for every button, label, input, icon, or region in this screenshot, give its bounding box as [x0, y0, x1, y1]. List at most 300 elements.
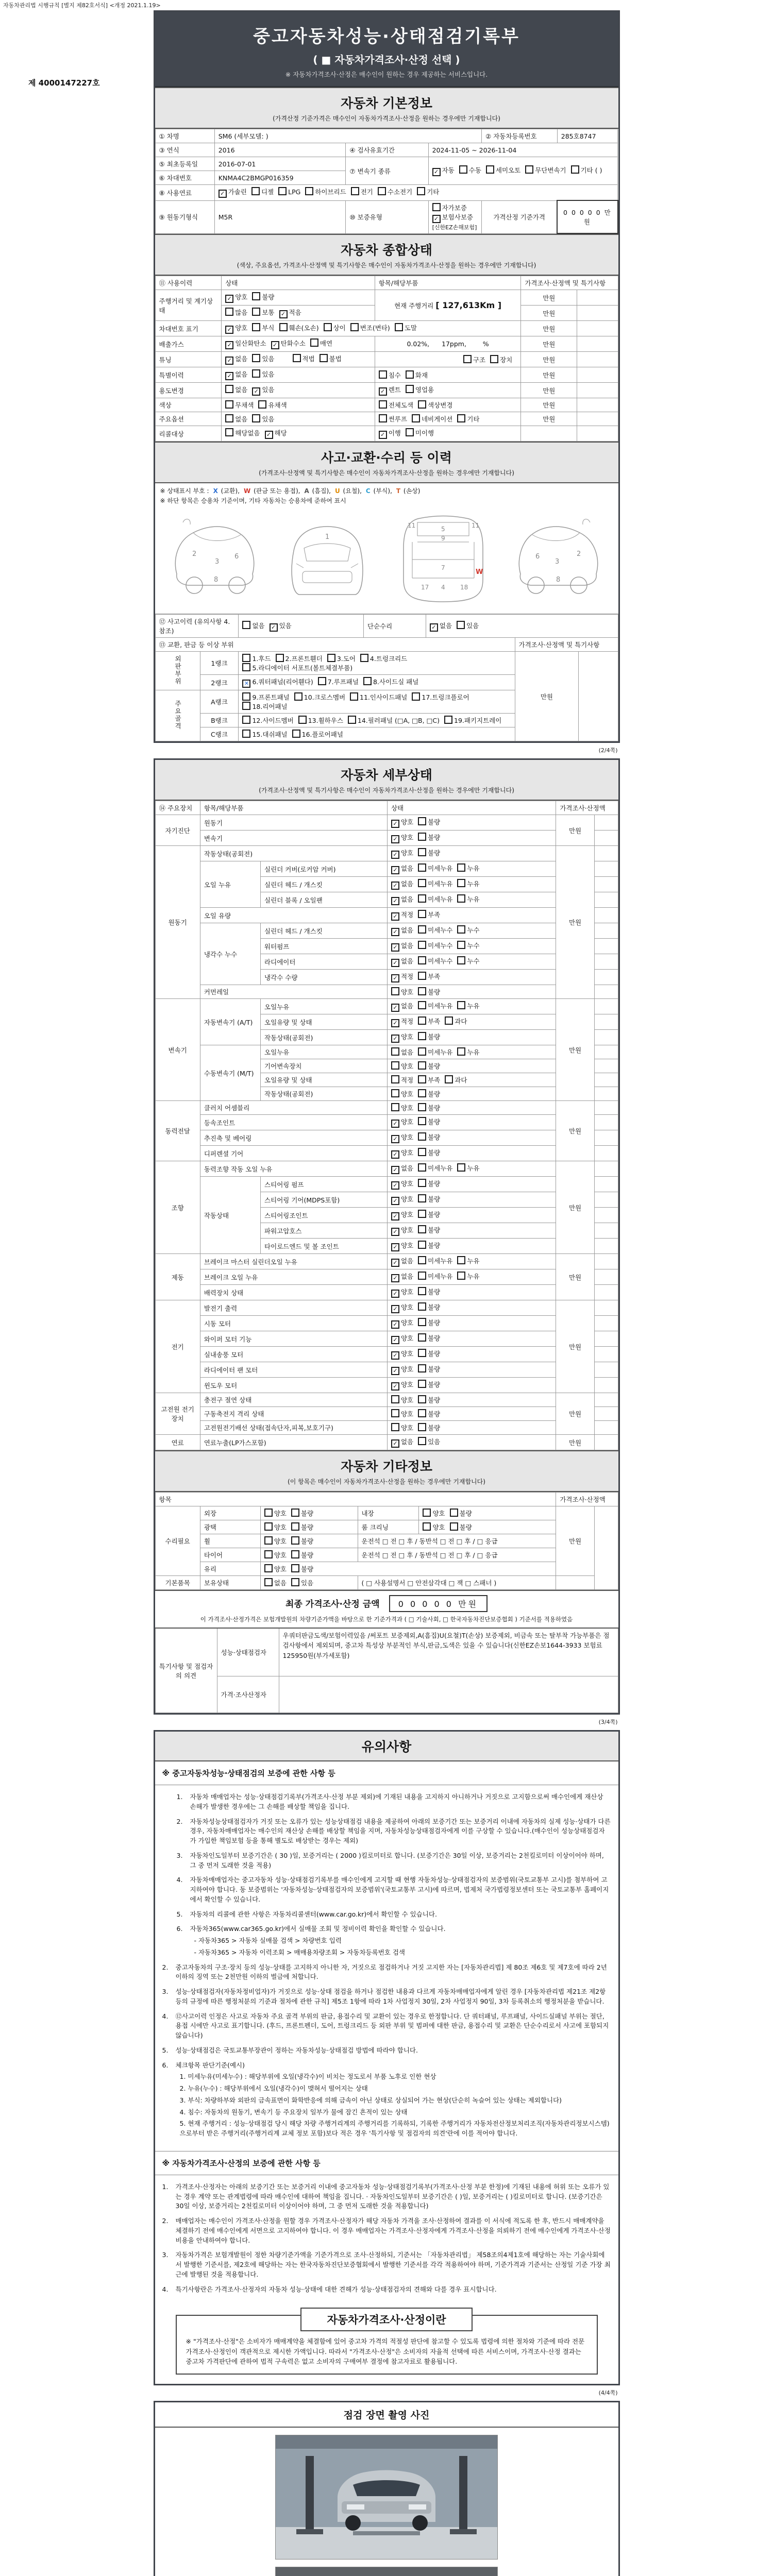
checkbox-unchecked[interactable]	[264, 1564, 273, 1572]
checkbox-checked[interactable]: ✓	[270, 623, 278, 632]
checkbox-checked[interactable]: ✓	[391, 1382, 399, 1391]
price-cell: 만원	[556, 1254, 594, 1300]
checkbox-unchecked[interactable]	[571, 165, 579, 174]
checkbox-unchecked[interactable]	[457, 956, 465, 964]
checkbox-unchecked[interactable]	[418, 1089, 426, 1097]
checkbox-unchecked[interactable]	[418, 1272, 426, 1280]
checkbox-label: 양호	[274, 1537, 287, 1545]
checkbox-unchecked[interactable]	[418, 1318, 426, 1326]
checkbox-checked[interactable]: ✓	[391, 1166, 399, 1174]
checkbox-unchecked[interactable]	[310, 338, 318, 347]
checkbox-checked[interactable]: ✓	[391, 897, 399, 905]
checkbox-unchecked[interactable]	[418, 910, 426, 918]
checkbox-unchecked[interactable]	[252, 369, 260, 378]
checkbox-unchecked[interactable]	[418, 833, 426, 841]
checkbox-unchecked[interactable]	[418, 1302, 426, 1311]
checkbox-label: 과다	[455, 1076, 467, 1084]
checkbox-unchecked[interactable]	[291, 1578, 299, 1586]
transmission-options	[428, 157, 617, 185]
section-basic-title: 자동차 기본정보	[341, 96, 432, 111]
checkbox-checked[interactable]: ✓	[391, 1135, 399, 1143]
note-cell	[594, 1239, 618, 1254]
checkbox-unchecked[interactable]	[242, 702, 250, 710]
checkbox-label: 불량	[428, 1104, 441, 1112]
checkbox-checked[interactable]: ✓	[225, 357, 233, 365]
checkbox-unchecked[interactable]	[457, 1272, 465, 1280]
checkbox-checked[interactable]: ✓	[391, 1305, 399, 1313]
checkbox-unchecked[interactable]	[360, 654, 368, 662]
checkbox-label: 미세누수	[428, 926, 453, 934]
checkbox-checked[interactable]: ✓	[379, 431, 387, 439]
checkbox-unchecked[interactable]	[225, 308, 233, 316]
checkbox-checked[interactable]: ✓	[391, 835, 399, 843]
checkbox-option	[418, 848, 440, 857]
detail-row	[155, 1331, 618, 1347]
legend-symbol: X	[213, 487, 218, 495]
state-options	[387, 1130, 556, 1146]
checkbox-label: 장치	[500, 355, 513, 364]
checkbox-label: 불량	[428, 1381, 441, 1388]
item-label: 브레이크 마스터 실린더오일 누유	[200, 1254, 387, 1269]
price-cell: 만원	[515, 652, 579, 741]
notice-header	[155, 1732, 618, 1761]
checkbox-unchecked[interactable]	[423, 1522, 431, 1531]
state-options	[387, 1347, 556, 1362]
note-cell	[577, 306, 618, 321]
checkbox-unchecked[interactable]	[252, 323, 260, 331]
checkbox-unchecked[interactable]	[457, 894, 465, 903]
notice-item-number: 2.	[162, 1963, 169, 1971]
checkbox-unchecked[interactable]	[418, 941, 426, 949]
checkbox-option	[391, 1194, 413, 1205]
item-label: 시동 모터	[200, 1316, 387, 1331]
checkbox-unchecked[interactable]	[418, 1423, 426, 1431]
checkbox-unchecked[interactable]	[264, 1522, 273, 1531]
checkbox-unchecked[interactable]	[463, 355, 472, 363]
checkbox-unchecked[interactable]	[379, 414, 387, 422]
price-cell	[556, 1576, 594, 1590]
checkbox-checked[interactable]: ✓	[379, 387, 387, 396]
checkbox-label: 6.쿼터패널(리어휀다)	[252, 678, 313, 686]
checkbox-unchecked[interactable]	[418, 1163, 426, 1172]
checkbox-label: 양호	[400, 818, 414, 826]
checkbox-label: 수동	[468, 166, 481, 174]
checkbox-unchecked[interactable]	[418, 1001, 426, 1009]
checkbox-unchecked[interactable]	[418, 1179, 426, 1187]
notice-part1-list	[177, 1792, 611, 1958]
checkbox-unchecked[interactable]	[418, 1437, 426, 1445]
checkbox-option	[391, 1364, 413, 1375]
checkbox-checked[interactable]: ✓	[391, 1259, 399, 1267]
row-label: 리콜대상	[155, 426, 222, 442]
checkbox-unchecked[interactable]	[450, 1509, 458, 1517]
price-appraisal-info-box	[176, 2315, 598, 2375]
checkbox-unchecked[interactable]	[276, 654, 284, 662]
checkbox-unchecked[interactable]	[327, 654, 335, 662]
checkbox-option	[418, 1016, 440, 1026]
checkbox-unchecked[interactable]	[525, 165, 533, 174]
checkbox-label: 없음	[235, 415, 248, 423]
checkbox-unchecked[interactable]	[490, 355, 498, 363]
checkbox-checked[interactable]: ✓	[391, 1320, 399, 1329]
checkbox-label: 누유	[467, 1273, 480, 1280]
checkbox-unchecked[interactable]	[293, 354, 301, 362]
checkbox-unchecked[interactable]	[391, 987, 399, 995]
checkbox-checked[interactable]: ✓	[391, 1439, 399, 1448]
checkbox-unchecked[interactable]	[242, 692, 250, 701]
checkbox-unchecked[interactable]	[395, 323, 403, 331]
checkbox-checked[interactable]: ✓	[391, 1351, 399, 1360]
field-label: ③ 연식	[155, 143, 214, 157]
checkbox-unchecked[interactable]	[418, 972, 426, 980]
state-options	[387, 1208, 556, 1223]
checkbox-checked[interactable]: ✓	[391, 1035, 399, 1043]
checkbox-checked[interactable]: ✓	[391, 1274, 399, 1282]
checkbox-unchecked[interactable]	[418, 1241, 426, 1249]
checkbox-label: 양호	[400, 1396, 414, 1404]
checkbox-unchecked[interactable]	[406, 370, 414, 379]
checkbox-checked[interactable]: ✓	[391, 1367, 399, 1375]
checkbox-unchecked[interactable]	[418, 1409, 426, 1417]
checkbox-unchecked[interactable]	[391, 1409, 399, 1417]
checkbox-unchecked[interactable]	[457, 414, 465, 422]
checkbox-unchecked[interactable]	[225, 400, 233, 409]
checkbox-checked[interactable]: ✓	[432, 215, 441, 223]
checkbox-option	[391, 1075, 413, 1084]
state-options	[387, 1378, 556, 1393]
checkbox-unchecked[interactable]	[418, 848, 426, 856]
checkbox-checked[interactable]: ✓	[391, 1181, 399, 1190]
overall-state-table	[155, 276, 618, 442]
detail-row	[155, 1177, 618, 1192]
checkbox-unchecked[interactable]	[459, 165, 467, 174]
checkbox-unchecked[interactable]	[378, 187, 386, 195]
checkbox-label: 보험사보증	[442, 213, 473, 221]
checkbox-option	[391, 1380, 413, 1391]
checkbox-unchecked[interactable]	[423, 1509, 431, 1517]
checkbox-option	[242, 716, 293, 725]
checkbox-checked[interactable]: ✓	[432, 168, 441, 176]
checkbox-checked[interactable]: ✓	[391, 974, 399, 982]
checkbox-checked[interactable]: ✓	[391, 1243, 399, 1251]
detail-row	[155, 1300, 618, 1316]
checkbox-checked[interactable]: ✕	[242, 680, 250, 688]
state-options	[387, 1316, 556, 1331]
checkbox-label: 가솔린	[228, 188, 247, 196]
checkbox-unchecked[interactable]	[350, 323, 359, 331]
checkbox-unchecked[interactable]	[264, 1578, 273, 1586]
checkbox-checked[interactable]: ✓	[391, 1212, 399, 1221]
checkbox-label: 누유	[467, 1048, 480, 1056]
checkbox-checked[interactable]: ✓	[391, 1197, 399, 1205]
state-options	[387, 999, 556, 1014]
checkbox-checked[interactable]: ✓	[225, 372, 233, 380]
checkbox-unchecked[interactable]	[412, 414, 420, 422]
checkbox-label: 불량	[262, 293, 275, 301]
model-year-value: 2016	[214, 143, 346, 157]
checkbox-unchecked[interactable]	[264, 1509, 273, 1517]
checkbox-unchecked[interactable]	[351, 187, 359, 195]
checkbox-label: 미세누유	[428, 1048, 453, 1056]
checkbox-unchecked[interactable]	[457, 621, 465, 629]
checkbox-checked[interactable]: ✓	[391, 959, 399, 967]
checkbox-unchecked[interactable]	[418, 1287, 426, 1295]
checkbox-label: 전체도색	[388, 401, 414, 409]
checkbox-unchecked[interactable]	[379, 400, 387, 409]
checkbox-unchecked[interactable]	[391, 1089, 399, 1097]
checkbox-unchecked[interactable]	[457, 1163, 465, 1172]
checkbox-unchecked[interactable]	[251, 187, 260, 195]
checkbox-label: 양호	[400, 1226, 414, 1234]
checkbox-checked[interactable]: ✓	[391, 1336, 399, 1344]
checkbox-unchecked[interactable]	[457, 1001, 465, 1009]
checkbox-unchecked[interactable]	[418, 1194, 426, 1202]
notice-sub-item: 3. 부식: 차량하부와 외판의 금속표면이 화학반응에 의해 금속이 아닌 상태로 상실되어 가는 현상(단순히 녹슬어 있는 상태는 제외합니다)	[179, 2096, 562, 2104]
checkbox-unchecked[interactable]	[412, 692, 420, 701]
notice-sub-item: 1. 미세누유(미세누수) : 해당부위에 오일(냉각수)이 비치는 정도로서 부품 노후로 인한 현상	[179, 2073, 436, 2081]
checkbox-unchecked[interactable]	[225, 414, 233, 422]
checkbox-unchecked[interactable]	[391, 1075, 399, 1083]
checkbox-label: 불량	[428, 1410, 441, 1418]
checkbox-unchecked[interactable]	[486, 165, 494, 174]
checkbox-checked[interactable]: ✓	[391, 866, 399, 874]
checkbox-unchecked[interactable]	[391, 1061, 399, 1070]
checkbox-checked[interactable]: ✓	[391, 1120, 399, 1128]
checkbox-unchecked[interactable]	[406, 385, 414, 393]
checkbox-unchecked[interactable]	[445, 1016, 453, 1025]
field-label: ④ 검사유효기간	[346, 143, 428, 157]
checkbox-checked[interactable]: ✓	[391, 1228, 399, 1236]
checkbox-label: 불량	[301, 1565, 314, 1573]
state-options	[387, 1059, 556, 1073]
note-cell	[594, 923, 618, 939]
checkbox-checked[interactable]: ✓	[265, 431, 273, 439]
checkbox-checked[interactable]: ✓	[391, 928, 399, 936]
checkbox-unchecked[interactable]	[457, 879, 465, 887]
checkbox-checked[interactable]: ✓	[391, 943, 399, 952]
checkbox-unchecked[interactable]	[324, 323, 332, 331]
checkbox-option	[348, 716, 440, 725]
checkbox-label: 불량	[428, 1149, 441, 1157]
checkbox-label: 불량	[428, 1319, 441, 1327]
checkbox-label: 전기	[360, 188, 373, 196]
checkbox-option	[418, 1437, 440, 1446]
checkbox-unchecked[interactable]	[292, 730, 300, 738]
checkbox-unchecked[interactable]	[418, 1103, 426, 1111]
checkbox-checked[interactable]: ✓	[391, 882, 399, 890]
checkbox-option	[432, 165, 455, 176]
checkbox-unchecked[interactable]	[252, 292, 260, 300]
checkbox-label: 불량	[428, 1424, 441, 1432]
notice-item	[177, 1875, 611, 1904]
checkbox-unchecked[interactable]	[445, 1075, 453, 1083]
checkbox-unchecked[interactable]	[348, 716, 356, 724]
checkbox-unchecked[interactable]	[418, 987, 426, 995]
checkbox-unchecked[interactable]	[418, 1132, 426, 1141]
checkbox-unchecked[interactable]	[418, 1333, 426, 1342]
checkbox-label: 누유	[467, 1002, 480, 1010]
checkbox-unchecked[interactable]	[318, 677, 326, 685]
checkbox-checked[interactable]: ✓	[225, 341, 233, 349]
checkbox-checked[interactable]: ✓	[279, 310, 288, 318]
checkbox-checked[interactable]: ✓	[391, 820, 399, 828]
checkbox-unchecked[interactable]	[418, 894, 426, 903]
note-cell	[594, 1045, 618, 1059]
checkbox-checked[interactable]: ✓	[430, 623, 438, 632]
checkbox-unchecked[interactable]	[406, 428, 414, 436]
checkbox-unchecked[interactable]	[291, 1536, 299, 1545]
checkbox-unchecked[interactable]	[418, 1117, 426, 1125]
checkbox-unchecked[interactable]	[320, 354, 328, 362]
table-row	[155, 1628, 618, 1676]
checkbox-label: 불량	[428, 1334, 441, 1342]
checkbox-unchecked[interactable]	[418, 1032, 426, 1040]
checkbox-option	[242, 677, 313, 688]
checkbox-option	[418, 1380, 440, 1389]
tire-positions: 운전석 □ 전 □ 후 / 동반석 □ 전 □ 후 / □ 응급	[358, 1548, 556, 1562]
checkbox-label: 기타 ( )	[580, 166, 602, 174]
checkbox-unchecked[interactable]	[242, 621, 250, 629]
checkbox-checked[interactable]: ✓	[391, 912, 399, 921]
item-label: 실린더 커버(로커암 커버)	[261, 861, 388, 877]
checkbox-label: 미세누유	[428, 865, 453, 872]
table-row	[155, 615, 618, 638]
checkbox-unchecked[interactable]	[418, 1148, 426, 1156]
checkbox-unchecked[interactable]	[417, 187, 425, 195]
checkbox-unchecked[interactable]	[278, 187, 287, 195]
page-subtitle: ( ■ 자동차가격조사·산정 선택 )	[313, 54, 460, 66]
checkbox-unchecked[interactable]	[391, 1103, 399, 1111]
checkbox-unchecked[interactable]	[418, 1061, 426, 1070]
checkbox-unchecked[interactable]	[264, 1536, 273, 1545]
checkbox-label: 없음	[400, 1048, 414, 1056]
checkbox-unchecked[interactable]	[418, 1210, 426, 1218]
checkbox-label: 누수	[467, 926, 480, 934]
checkbox-unchecked[interactable]	[242, 716, 250, 724]
checkbox-unchecked[interactable]	[298, 716, 307, 724]
notice-item-text: 자동차365(www.car365.go.kr)에서 실매물 조회 및 정비이력 확인을 확인할 수 있습니다.	[190, 1925, 446, 1933]
checkbox-unchecked[interactable]	[242, 663, 250, 671]
checkbox-label: 양호	[400, 1350, 414, 1358]
checkbox-option	[418, 863, 452, 873]
checkbox-unchecked[interactable]	[418, 1395, 426, 1403]
checkbox-unchecked[interactable]	[418, 817, 426, 825]
checkbox-unchecked[interactable]	[391, 1423, 399, 1431]
main-option-state	[222, 412, 375, 426]
base-price-label: 가격산정 기준가격	[481, 200, 557, 233]
checkbox-unchecked[interactable]	[457, 1256, 465, 1264]
checkbox-unchecked[interactable]	[391, 1047, 399, 1056]
checkbox-unchecked[interactable]	[291, 1522, 299, 1531]
checkbox-unchecked[interactable]	[294, 692, 303, 701]
checkbox-unchecked[interactable]	[242, 654, 250, 662]
checkbox-unchecked[interactable]	[418, 1256, 426, 1264]
checkbox-unchecked[interactable]	[418, 1364, 426, 1372]
special-history-state	[222, 367, 375, 383]
checkbox-unchecked[interactable]	[457, 863, 465, 872]
svg-text:1: 1	[325, 533, 330, 541]
checkbox-option	[252, 292, 274, 301]
notice-title: 유의사항	[361, 1739, 412, 1754]
notice-item-number: 5.	[162, 2046, 169, 2054]
checkbox-label: 없음	[400, 895, 414, 903]
checkbox-unchecked[interactable]	[457, 925, 465, 934]
checkbox-unchecked[interactable]	[418, 1047, 426, 1056]
checkbox-checked[interactable]: ✓	[225, 326, 233, 334]
checkbox-unchecked[interactable]	[418, 1349, 426, 1357]
checkbox-unchecked[interactable]	[379, 370, 387, 379]
checkbox-unchecked[interactable]	[457, 941, 465, 949]
checkbox-unchecked[interactable]	[252, 414, 260, 422]
checkbox-unchecked[interactable]	[418, 400, 426, 409]
checkbox-unchecked[interactable]	[418, 956, 426, 964]
checkbox-unchecked[interactable]	[450, 1522, 458, 1531]
checkbox-unchecked[interactable]	[291, 1564, 299, 1572]
checkbox-checked[interactable]: ✓	[391, 1290, 399, 1298]
checkbox-unchecked[interactable]	[418, 1380, 426, 1388]
checkbox-unchecked[interactable]	[363, 677, 372, 685]
checkbox-unchecked[interactable]	[242, 730, 250, 738]
checkbox-label: 무채색	[235, 401, 254, 409]
note-cell	[577, 336, 618, 352]
checkbox-unchecked[interactable]	[305, 187, 313, 195]
checkbox-unchecked[interactable]	[432, 203, 441, 211]
vin-value: KNMA4C2BMGP016359	[214, 171, 346, 185]
checkbox-unchecked[interactable]	[350, 692, 358, 701]
checkbox-unchecked[interactable]	[418, 863, 426, 872]
detail-row	[155, 1101, 618, 1115]
checkbox-unchecked[interactable]	[457, 1047, 465, 1056]
checkbox-unchecked[interactable]	[291, 1550, 299, 1558]
checkbox-checked[interactable]: ✓	[391, 1019, 399, 1027]
column-header: 항목	[155, 1493, 556, 1506]
checkbox-checked[interactable]: ✓	[252, 387, 260, 396]
note-cell	[577, 321, 618, 336]
checkbox-label: 없음	[400, 957, 414, 965]
checkbox-unchecked[interactable]	[258, 400, 266, 409]
checkbox-checked[interactable]: ✓	[225, 295, 233, 303]
checkbox-checked[interactable]: ✓	[219, 190, 227, 198]
checkbox-option	[418, 1194, 440, 1204]
checkbox-unchecked[interactable]	[391, 1395, 399, 1403]
checkbox-unchecked[interactable]	[225, 428, 233, 436]
checkbox-unchecked[interactable]	[418, 1225, 426, 1233]
checkbox-unchecked[interactable]	[291, 1509, 299, 1517]
notice-item-number: 3.	[176, 1851, 183, 1859]
checkbox-unchecked[interactable]	[225, 385, 233, 393]
checkbox-unchecked[interactable]	[418, 1016, 426, 1025]
checkbox-label: 누유	[467, 1257, 480, 1265]
checkbox-unchecked[interactable]	[252, 308, 260, 316]
checkbox-unchecked[interactable]	[279, 323, 288, 331]
checkbox-checked[interactable]: ✓	[391, 1004, 399, 1012]
checkbox-unchecked[interactable]	[418, 925, 426, 934]
checkbox-unchecked[interactable]	[264, 1550, 273, 1558]
checkbox-checked[interactable]: ✓	[391, 1150, 399, 1159]
checkbox-label: 변조(변타)	[360, 324, 390, 332]
checkbox-label: 부족	[428, 973, 441, 980]
checkbox-unchecked[interactable]	[444, 716, 452, 724]
detail-row	[155, 1045, 618, 1059]
checkbox-checked[interactable]: ✓	[271, 341, 279, 349]
state-options	[387, 815, 556, 831]
vin-mark-state	[222, 321, 521, 336]
checkbox-unchecked[interactable]	[418, 879, 426, 887]
checkbox-unchecked[interactable]	[418, 1075, 426, 1083]
checkbox-unchecked[interactable]	[252, 354, 260, 362]
interior-state	[419, 1506, 556, 1520]
checkbox-checked[interactable]: ✓	[391, 851, 399, 859]
